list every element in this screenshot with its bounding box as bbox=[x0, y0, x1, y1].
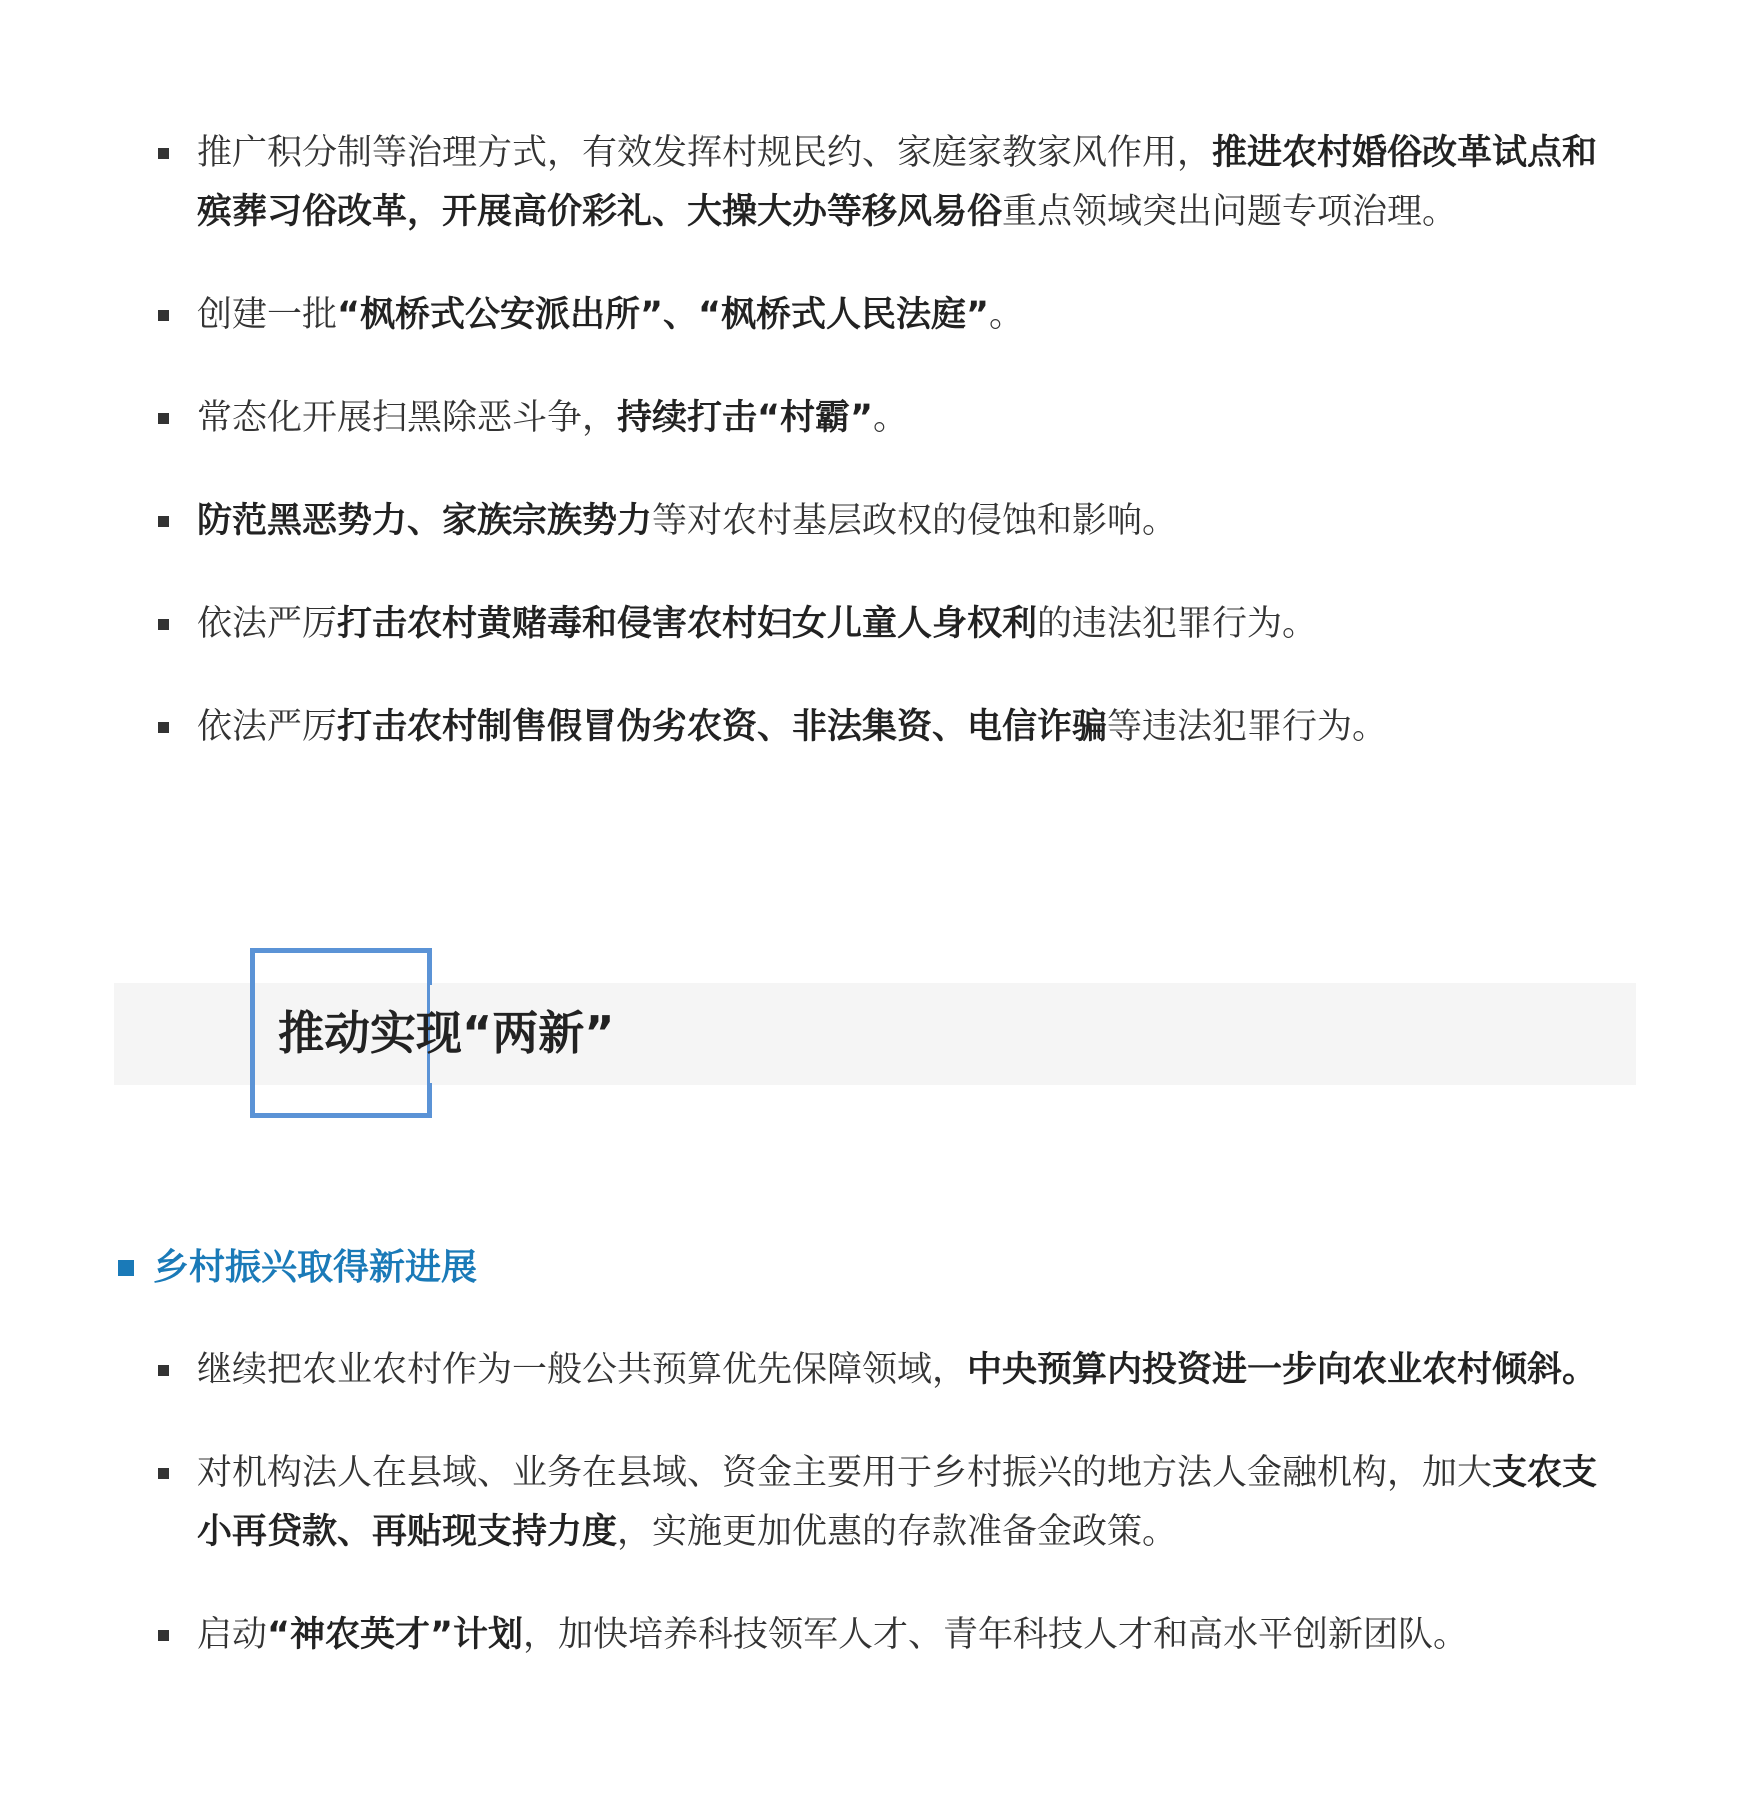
subheading-text: 乡村振兴取得新进展 bbox=[153, 1247, 478, 1288]
bullet-square-icon bbox=[158, 516, 169, 527]
bullet-square-icon bbox=[158, 1468, 169, 1479]
list-item bbox=[0, 389, 1632, 448]
bullet-list-rural-revitalization bbox=[0, 1341, 1753, 1709]
item-text: 依法严厉打击农村黄赌毒和侵害农村妇女儿童人身权利的违法犯罪行为。 bbox=[197, 604, 1318, 644]
bullet-square-icon bbox=[158, 619, 169, 630]
subheading bbox=[118, 1240, 477, 1296]
list-item bbox=[0, 492, 1632, 551]
item-text: 常态化开展扫黑除恶斗争，持续打击“村霸”。 bbox=[197, 398, 909, 438]
list-item bbox=[0, 124, 1632, 242]
item-text: 依法严厉打击农村制售假冒伪劣农资、非法集资、电信诈骗等违法犯罪行为。 bbox=[197, 707, 1388, 747]
item-text: 对机构法人在县域、业务在县域、资金主要用于乡村振兴的地方法人金融机构，加大支农支小再贷款、再贴现支持力度，实施更加优惠的存款准备金政策。 bbox=[197, 1453, 1598, 1552]
item-text: 防范黑恶势力、家族宗族势力等对农村基层政权的侵蚀和影响。 bbox=[197, 501, 1178, 541]
list-item bbox=[0, 698, 1632, 757]
item-text: 创建一批“枫桥式公安派出所”、“枫桥式人民法庭”。 bbox=[197, 295, 1025, 335]
item-text: 继续把农业农村作为一般公共预算优先保障领域，中央预算内投资进一步向农业农村倾斜。 bbox=[197, 1350, 1598, 1390]
item-text: 启动“神农英才”计划，加快培养科技领军人才、青年科技人才和高水平创新团队。 bbox=[197, 1615, 1469, 1655]
subheading-square-icon bbox=[118, 1260, 134, 1276]
bullet-square-icon bbox=[158, 1365, 169, 1376]
bullet-square-icon bbox=[158, 413, 169, 424]
item-text: 推广积分制等治理方式，有效发挥村规民约、家庭家教家风作用，推进农村婚俗改革试点和殡葬习俗改革，开展高价彩礼、大操大办等移风易俗重点领域突出问题专项治理。 bbox=[197, 133, 1598, 232]
list-item bbox=[0, 1606, 1632, 1665]
list-item bbox=[0, 595, 1632, 654]
bullet-list-governance bbox=[0, 124, 1753, 801]
section-title: 推动实现“两新” bbox=[278, 1006, 615, 1060]
bullet-square-icon bbox=[158, 722, 169, 733]
list-item bbox=[0, 286, 1632, 345]
bullet-square-icon bbox=[158, 310, 169, 321]
bullet-square-icon bbox=[158, 148, 169, 159]
list-item bbox=[0, 1341, 1632, 1400]
list-item bbox=[0, 1444, 1632, 1562]
bullet-square-icon bbox=[158, 1630, 169, 1641]
